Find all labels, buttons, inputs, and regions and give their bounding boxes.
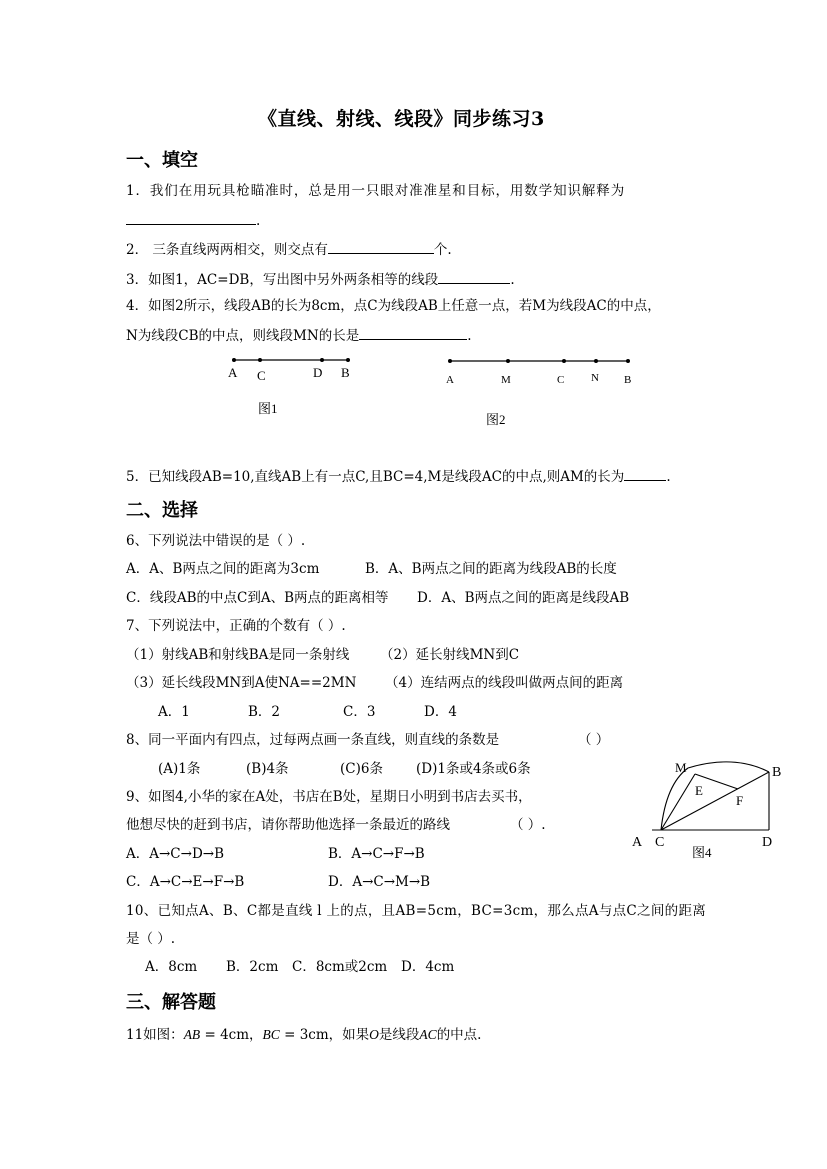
- question-8-option-c: (C)6条: [340, 761, 383, 777]
- fig2-point-b: [626, 359, 630, 363]
- question-10-line2: 是（ ）.: [126, 931, 176, 947]
- section-heading-solve: 三、解答题: [126, 992, 216, 1013]
- fig2-label-c: C: [557, 374, 565, 386]
- answer-blank[interactable]: [328, 240, 434, 254]
- question-9-line2: 他想尽快的赶到书店，请你帮助他选择一条最近的路线: [126, 817, 450, 833]
- fig4-label-m: M: [675, 760, 687, 775]
- question-4-line1: 4．如图2所示，线段AB的长为8cm，点C为线段AB上任意一点，若M为线段AC的中点，: [126, 298, 661, 314]
- question-8-option-d: (D)1条或4条或6条: [416, 761, 531, 777]
- fig2-point-n: [594, 359, 598, 363]
- fig1-point-b: [346, 358, 350, 362]
- question-9-option-a: A．A→C→D→B: [126, 846, 225, 862]
- figure-1: [220, 350, 370, 420]
- question-6-stem: 6、下列说法中错误的是（ ）.: [126, 533, 306, 549]
- page-title: 《直线、射线、线段》同步练习3: [258, 108, 545, 130]
- question-8-stem: 8、同一平面内有四点，过每两点画一条直线，则直线的条数是: [126, 732, 500, 748]
- fig1-label-d: D: [313, 365, 323, 380]
- fig2-caption: 图2: [486, 412, 506, 427]
- question-10-option-c: C．8cm或2cm: [292, 959, 388, 975]
- question-6-option-a: A．A、B两点之间的距离为3cm: [126, 561, 320, 577]
- fig4-label-a: A: [632, 835, 643, 850]
- answer-blank[interactable]: [126, 211, 256, 225]
- figure-4: [626, 756, 786, 864]
- fig4-arc-mb: [688, 762, 769, 772]
- fig2-point-a: [448, 359, 452, 363]
- question-7-statement-4: （4）连结两点的线段叫做两点间的距离: [385, 675, 624, 691]
- fig4-label-e: E: [695, 783, 703, 798]
- question-7-option-b: B．2: [248, 704, 281, 720]
- fig2-point-m: [506, 359, 510, 363]
- answer-blank[interactable]: [438, 270, 510, 284]
- question-7-option-c: C．3: [343, 704, 376, 720]
- section-heading-fill-in: 一、填空: [126, 150, 198, 171]
- question-9-option-d: D．A→C→M→B: [328, 874, 431, 890]
- question-2: 2． 三条直线两两相交，则交点有 个.: [126, 242, 452, 258]
- question-8-option-b: (B)4条: [246, 761, 289, 777]
- question-9-paren: （ ）.: [510, 817, 546, 833]
- question-7-option-d: D．4: [424, 704, 457, 720]
- fig4-label-b: B: [772, 765, 782, 780]
- question-1-line2: .: [126, 211, 260, 230]
- figure-2: [440, 350, 640, 432]
- question-6-option-d: D．A、B两点之间的距离是线段AB: [417, 590, 630, 606]
- question-8-paren: （ ）: [578, 732, 610, 748]
- question-10-option-b: B．2cm: [226, 959, 279, 975]
- fig1-caption: 图1: [258, 401, 278, 416]
- fig2-label-a: A: [446, 374, 454, 386]
- fig2-label-n: N: [591, 372, 599, 384]
- fig1-label-a: A: [228, 365, 238, 380]
- question-7-statement-3: （3）延长线段MN到A使NA==2MN: [126, 675, 357, 691]
- question-7-option-a: A．1: [158, 704, 190, 720]
- question-3: 3．如图1，AC=DB，写出图中另外两条相等的线段 .: [126, 272, 515, 288]
- question-6-option-c: C．线段AB的中点C到A、B两点的距离相等: [126, 590, 389, 606]
- question-10-line1: 10、已知点A、B、C都是直线 l 上的点，且AB=5cm，BC=3cm，那么点A与点C之间的距离: [126, 903, 707, 919]
- question-8-option-a: (A)1条: [158, 761, 201, 777]
- question-1-line1: 1．我们在用玩具枪瞄准时，总是用一只眼对准准星和目标，用数学知识解释为: [126, 183, 626, 199]
- fig1-point-d: [320, 358, 324, 362]
- fig4-label-f: F: [736, 793, 744, 808]
- question-9-option-b: B．A→C→F→B: [328, 846, 425, 862]
- fig2-point-c: [562, 359, 566, 363]
- fig4-caption: 图4: [692, 845, 712, 860]
- fig4-arc-cm: [661, 768, 688, 830]
- question-9-option-c: C．A→C→E→F→B: [126, 874, 245, 890]
- fig1-label-c: C: [257, 368, 266, 383]
- question-4-line2: N为线段CB的中点，则线段MN的长是 .: [126, 328, 472, 344]
- fig4-label-d: D: [762, 835, 773, 850]
- question-6-option-b: B．A、B两点之间的距离为线段AB的长度: [365, 561, 617, 577]
- question-10-option-d: D．4cm: [401, 959, 455, 975]
- question-10-option-a: A．8cm: [145, 959, 198, 975]
- fig2-label-b: B: [624, 374, 632, 386]
- answer-blank[interactable]: [624, 467, 666, 481]
- question-5: 5．已知线段AB=10,直线AB上有一点C,且BC=4,M是线段AC的中点,则AM的长为 .: [126, 469, 671, 485]
- question-7-statement-1: （1）射线AB和射线BA是同一条射线: [126, 647, 350, 663]
- question-7-statement-2: （2）延长射线MN到C: [380, 647, 520, 663]
- question-11: 11如图：AB = 4cm，BC = 3cm，如果O是线段AC的中点.: [126, 1027, 482, 1043]
- fig4-label-c: C: [655, 835, 665, 850]
- section-heading-choice: 二、选择: [126, 500, 198, 521]
- question-9-line1: 9、如图4,小华的家在A处，书店在B处，星期日小明到书店去买书，: [126, 789, 532, 805]
- fig2-label-m: M: [501, 374, 511, 386]
- fig1-point-c: [258, 358, 262, 362]
- fig1-point-a: [232, 358, 236, 362]
- answer-blank[interactable]: [359, 326, 467, 340]
- question-7-stem: 7、下列说法中，正确的个数有（ ）.: [126, 618, 346, 634]
- fig1-label-b: B: [341, 365, 350, 380]
